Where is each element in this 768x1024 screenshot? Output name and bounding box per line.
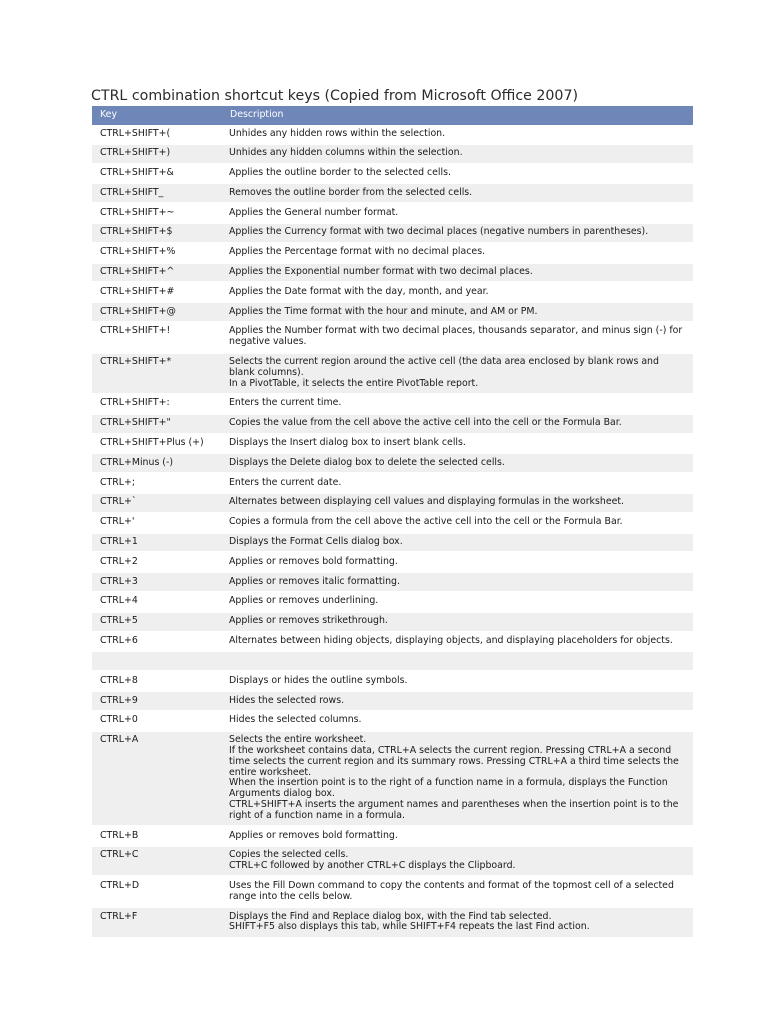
table-row bbox=[92, 223, 693, 243]
description-line: Enters the current date. bbox=[229, 476, 342, 488]
table-row bbox=[92, 592, 693, 612]
table-row bbox=[92, 125, 693, 144]
table-row bbox=[92, 144, 693, 164]
shortcut-table bbox=[92, 106, 693, 939]
shortcut-key-cell: CTRL+D bbox=[92, 876, 222, 907]
description-line: Enters the current time. bbox=[229, 397, 342, 409]
shortcut-description-cell bbox=[222, 434, 693, 454]
table-row bbox=[92, 826, 693, 846]
description-line: When the insertion point is to the right of a function name in a formula, displays the Function Arguments dialog box. bbox=[229, 777, 668, 800]
shortcut-description-cell bbox=[222, 533, 693, 553]
description-line: SHIFT+F5 also displays this tab, while SHIFT+F4 repeats the last Find action. bbox=[229, 921, 590, 933]
description-line: Unhides any hidden rows within the selection. bbox=[229, 127, 446, 139]
table-row bbox=[92, 322, 693, 353]
shortcut-key-cell: CTRL+SHIFT+# bbox=[92, 282, 222, 302]
shortcut-key-cell: CTRL+SHIFT+% bbox=[92, 243, 222, 263]
table-row bbox=[92, 282, 693, 302]
description-line: In a PivotTable, it selects the entire PivotTable report. bbox=[229, 377, 479, 389]
table-row bbox=[92, 632, 693, 652]
table-row bbox=[92, 876, 693, 907]
description-line: Applies the Exponential number format with two decimal places. bbox=[229, 266, 533, 278]
table-body bbox=[92, 125, 693, 938]
shortcut-description-cell bbox=[222, 552, 693, 572]
shortcut-description-cell bbox=[222, 612, 693, 632]
table-row bbox=[92, 731, 693, 826]
description-line: Displays the Format Cells dialog box. bbox=[229, 536, 403, 548]
shortcut-key-cell: CTRL+6 bbox=[92, 632, 222, 652]
shortcut-description-cell bbox=[222, 243, 693, 263]
table-row bbox=[92, 353, 693, 394]
shortcut-key-cell: CTRL+0 bbox=[92, 711, 222, 731]
column-header-key: Key bbox=[92, 106, 222, 125]
shortcut-description-cell bbox=[222, 223, 693, 243]
shortcut-key-cell: CTRL+` bbox=[92, 493, 222, 513]
shortcut-description-cell bbox=[222, 282, 693, 302]
shortcut-key-cell: CTRL+F bbox=[92, 907, 222, 938]
description-line: Alternates between hiding objects, displaying objects, and displaying placeholders for objects. bbox=[229, 635, 673, 647]
shortcut-description-cell bbox=[222, 394, 693, 414]
shortcut-key-cell: CTRL+A bbox=[92, 731, 222, 826]
shortcut-key-cell: CTRL+4 bbox=[92, 592, 222, 612]
table-header-row bbox=[92, 106, 693, 125]
description-line: If the worksheet contains data, CTRL+A selects the current region. Pressing CTRL+A a second time selects the current region and its summary rows. Pressing CTRL+A a third time selects the entire worksheet. bbox=[229, 745, 679, 778]
shortcut-key-cell: CTRL+5 bbox=[92, 612, 222, 632]
description-line: Applies the Date format with the day, month, and year. bbox=[229, 285, 489, 297]
shortcut-key-cell: CTRL+SHIFT+& bbox=[92, 164, 222, 184]
shortcut-key-cell: CTRL+SHIFT+~ bbox=[92, 203, 222, 223]
shortcut-key-cell: CTRL+C bbox=[92, 846, 222, 877]
table-row bbox=[92, 612, 693, 632]
shortcut-key-cell: CTRL+SHIFT+" bbox=[92, 414, 222, 434]
table-row bbox=[92, 493, 693, 513]
shortcut-description-cell bbox=[222, 671, 693, 691]
table-row bbox=[92, 691, 693, 711]
shortcut-description-cell bbox=[222, 691, 693, 711]
shortcut-description-cell bbox=[222, 572, 693, 592]
shortcut-description-cell bbox=[222, 632, 693, 652]
shortcut-key-cell: CTRL+B bbox=[92, 826, 222, 846]
description-line: Removes the outline border from the selected cells. bbox=[229, 186, 473, 198]
table-row bbox=[92, 263, 693, 283]
description-line: Hides the selected rows. bbox=[229, 694, 345, 706]
description-line: Displays the Insert dialog box to insert blank cells. bbox=[229, 437, 466, 449]
shortcut-description-cell bbox=[222, 322, 693, 353]
description-line: Copies a formula from the cell above the active cell into the cell or the Formula Bar. bbox=[229, 516, 623, 528]
description-line: Unhides any hidden columns within the selection. bbox=[229, 147, 463, 159]
description-line: Applies or removes bold formatting. bbox=[229, 555, 398, 567]
table-row bbox=[92, 243, 693, 263]
description-line: Selects the entire worksheet. bbox=[229, 734, 367, 746]
description-line: Displays or hides the outline symbols. bbox=[229, 674, 408, 686]
shortcut-description-cell bbox=[222, 731, 693, 826]
shortcut-key-cell: CTRL+SHIFT+! bbox=[92, 322, 222, 353]
shortcut-description-cell bbox=[222, 846, 693, 877]
table-row bbox=[92, 394, 693, 414]
shortcut-description-cell bbox=[222, 414, 693, 434]
shortcut-description-cell bbox=[222, 876, 693, 907]
description-line: Applies the General number format. bbox=[229, 206, 399, 218]
shortcut-description-cell bbox=[222, 651, 693, 671]
shortcut-key-cell: CTRL+SHIFT+* bbox=[92, 353, 222, 394]
description-line: Copies the selected cells. bbox=[229, 849, 349, 861]
page-title: CTRL combination shortcut keys (Copied from Microsoft Office 2007) bbox=[91, 88, 579, 104]
table-row bbox=[92, 671, 693, 691]
shortcut-description-cell bbox=[222, 164, 693, 184]
description-line: Displays the Find and Replace dialog box, with the Find tab selected. bbox=[229, 910, 552, 922]
description-line: Applies or removes bold formatting. bbox=[229, 829, 398, 841]
table-row bbox=[92, 533, 693, 553]
description-line: Applies or removes strikethrough. bbox=[229, 615, 388, 627]
description-line: Applies the Percentage format with no decimal places. bbox=[229, 246, 486, 258]
table-row bbox=[92, 183, 693, 203]
description-line: Applies or removes underlining. bbox=[229, 595, 379, 607]
shortcut-key-cell: CTRL+SHIFT+: bbox=[92, 394, 222, 414]
table-row bbox=[92, 203, 693, 223]
table-row bbox=[92, 164, 693, 184]
shortcut-description-cell bbox=[222, 493, 693, 513]
shortcut-key-cell: CTRL+Minus (-) bbox=[92, 453, 222, 473]
table-row bbox=[92, 513, 693, 533]
shortcut-description-cell bbox=[222, 826, 693, 846]
shortcut-key-cell: CTRL+; bbox=[92, 473, 222, 493]
table-row bbox=[92, 572, 693, 592]
shortcut-description-cell bbox=[222, 302, 693, 322]
description-line: Alternates between displaying cell values and displaying formulas in the worksheet. bbox=[229, 496, 625, 508]
shortcut-description-cell bbox=[222, 203, 693, 223]
shortcut-description-cell bbox=[222, 353, 693, 394]
description-line: CTRL+C followed by another CTRL+C displays the Clipboard. bbox=[229, 860, 516, 872]
description-line: Applies the Time format with the hour and minute, and AM or PM. bbox=[229, 305, 538, 317]
description-line: Applies the Number format with two decimal places, thousands separator, and minus sign (-) for negative values. bbox=[229, 325, 683, 348]
shortcut-key-cell: CTRL+SHIFT_ bbox=[92, 183, 222, 203]
shortcut-description-cell bbox=[222, 473, 693, 493]
shortcut-description-cell bbox=[222, 263, 693, 283]
shortcut-description-cell bbox=[222, 183, 693, 203]
shortcut-key-cell: CTRL+SHIFT+Plus (+) bbox=[92, 434, 222, 454]
shortcut-key-cell: CTRL+8 bbox=[92, 671, 222, 691]
shortcut-key-cell: CTRL+9 bbox=[92, 691, 222, 711]
table-row bbox=[92, 434, 693, 454]
table-row bbox=[92, 414, 693, 434]
description-line: Selects the current region around the active cell (the data area enclosed by blank rows and blank columns). bbox=[229, 356, 659, 378]
description-line: Hides the selected columns. bbox=[229, 714, 362, 726]
shortcut-description-cell bbox=[222, 513, 693, 533]
description-line: Copies the value from the cell above the active cell into the cell or the Formula Bar. bbox=[229, 417, 622, 429]
shortcut-key-cell: CTRL+SHIFT+$ bbox=[92, 223, 222, 243]
table-row bbox=[92, 552, 693, 572]
shortcut-key-cell bbox=[92, 651, 222, 671]
shortcut-key-cell: CTRL+2 bbox=[92, 552, 222, 572]
shortcut-description-cell bbox=[222, 453, 693, 473]
shortcut-description-cell bbox=[222, 907, 693, 938]
description-line: Applies the Currency format with two decimal places (negative numbers in parentheses). bbox=[229, 226, 649, 238]
shortcut-key-cell: CTRL+' bbox=[92, 513, 222, 533]
table-row bbox=[92, 907, 693, 938]
table-row bbox=[92, 711, 693, 731]
column-header-description: Description bbox=[222, 106, 693, 125]
table-row bbox=[92, 453, 693, 473]
shortcut-description-cell bbox=[222, 144, 693, 164]
shortcut-description-cell bbox=[222, 125, 693, 144]
table-row bbox=[92, 846, 693, 877]
shortcut-key-cell: CTRL+3 bbox=[92, 572, 222, 592]
shortcut-description-cell bbox=[222, 711, 693, 731]
table-row bbox=[92, 651, 693, 671]
shortcut-description-cell bbox=[222, 592, 693, 612]
table-row bbox=[92, 302, 693, 322]
table-row bbox=[92, 473, 693, 493]
shortcut-key-cell: CTRL+SHIFT+) bbox=[92, 144, 222, 164]
shortcut-key-cell: CTRL+SHIFT+@ bbox=[92, 302, 222, 322]
description-line: Applies or removes italic formatting. bbox=[229, 575, 400, 587]
shortcut-key-cell: CTRL+1 bbox=[92, 533, 222, 553]
shortcut-key-cell: CTRL+SHIFT+^ bbox=[92, 263, 222, 283]
description-line: Uses the Fill Down command to copy the contents and format of the topmost cell of a selected range into the cells below. bbox=[229, 879, 674, 902]
shortcut-key-cell: CTRL+SHIFT+( bbox=[92, 125, 222, 144]
description-line: Displays the Delete dialog box to delete the selected cells. bbox=[229, 456, 505, 468]
description-line: Applies the outline border to the selected cells. bbox=[229, 167, 452, 179]
description-line: CTRL+SHIFT+A inserts the argument names and parentheses when the insertion point is to the right of a function name in a formula. bbox=[229, 798, 679, 821]
